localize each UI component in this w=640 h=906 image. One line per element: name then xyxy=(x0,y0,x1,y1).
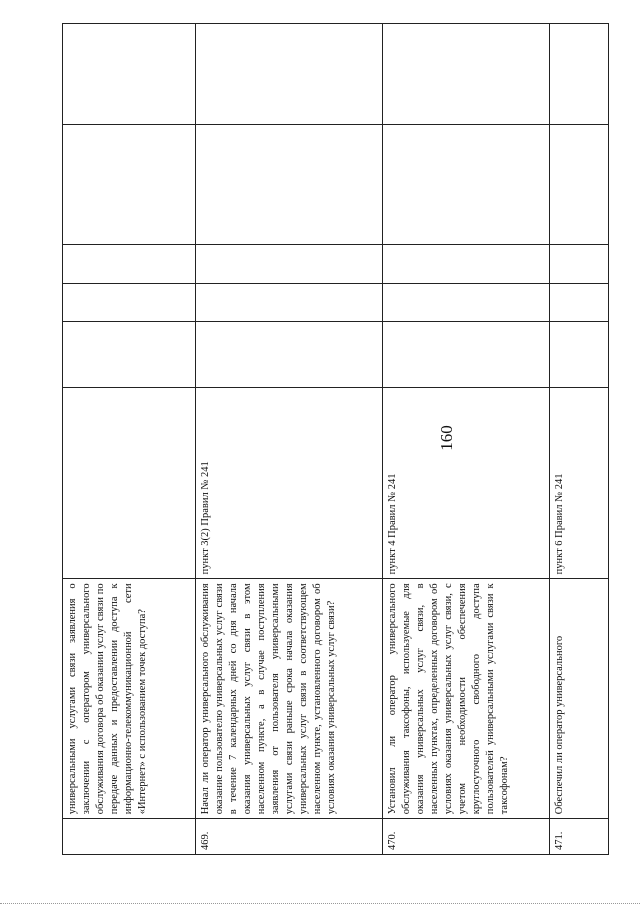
answer-cell-yes xyxy=(63,322,196,388)
checklist-table xyxy=(62,23,609,855)
answer-cell-na xyxy=(196,244,383,284)
answer-cell-no xyxy=(63,284,196,322)
table-row xyxy=(383,24,550,855)
answer-cell-no xyxy=(383,284,550,322)
question-text: Обеспечил ли оператор универсального xyxy=(550,579,609,819)
table-row xyxy=(63,24,196,855)
notes-cell xyxy=(550,125,609,244)
legal-reference: пункт 4 Правил № 241 xyxy=(383,388,550,579)
extra-cell xyxy=(63,24,196,125)
notes-cell xyxy=(383,125,550,244)
answer-cell-na xyxy=(383,244,550,284)
question-text: Начал ли оператор универсального обслуживания оказание пользователю универсальных услуг связи в течение 7 календарных дней со дня начала оказания универсальных услуг связи в этом населенном пункте, а в случае поступления заявления от пользователя универсальными услугами связи раньше срока начала оказания универсальных услуг связи в соответствующем населенном пункте, установленного договором об условиях оказания универсальных услуг связи? xyxy=(196,579,383,819)
legal-reference: пункт 3(2) Правил № 241 xyxy=(196,388,383,579)
question-text: Установил ли оператор универсального обслуживания таксофоны, используемые для оказания универсальных услуг связи, в населенных пунктах, определенных договором об условиях оказания универсальных услуг связи, с учетом необходимости обеспечения круглосуточного свободного доступа пользователей универсальными услугами связи к таксофонам? xyxy=(383,579,550,819)
row-number: 471. xyxy=(550,819,609,855)
answer-cell-yes xyxy=(383,322,550,388)
legal-reference: пункт 6 Правил № 241 xyxy=(550,388,609,579)
row-number: 469. xyxy=(196,819,383,855)
extra-cell xyxy=(383,24,550,125)
legal-reference xyxy=(63,388,196,579)
answer-cell-na xyxy=(550,244,609,284)
table-row xyxy=(550,24,609,855)
table-row xyxy=(196,24,383,855)
answer-cell-yes xyxy=(196,322,383,388)
row-number: 470. xyxy=(383,819,550,855)
answer-cell-no xyxy=(196,284,383,322)
checklist-table-wrapper xyxy=(62,23,580,855)
question-text: универсальными услугами связи заявления о заключении с оператором универсального обслуживания договора об оказании услуг связи по передаче данных и предоставлении доступа к информационно-телекоммуникационной сети «Интернет» с использованием точек доступа? xyxy=(63,579,196,819)
extra-cell xyxy=(550,24,609,125)
row-number xyxy=(63,819,196,855)
notes-cell xyxy=(63,125,196,244)
answer-cell-na xyxy=(63,244,196,284)
extra-cell xyxy=(196,24,383,125)
notes-cell xyxy=(196,125,383,244)
answer-cell-yes xyxy=(550,322,609,388)
answer-cell-no xyxy=(550,284,609,322)
page-number: 160 xyxy=(436,425,456,451)
